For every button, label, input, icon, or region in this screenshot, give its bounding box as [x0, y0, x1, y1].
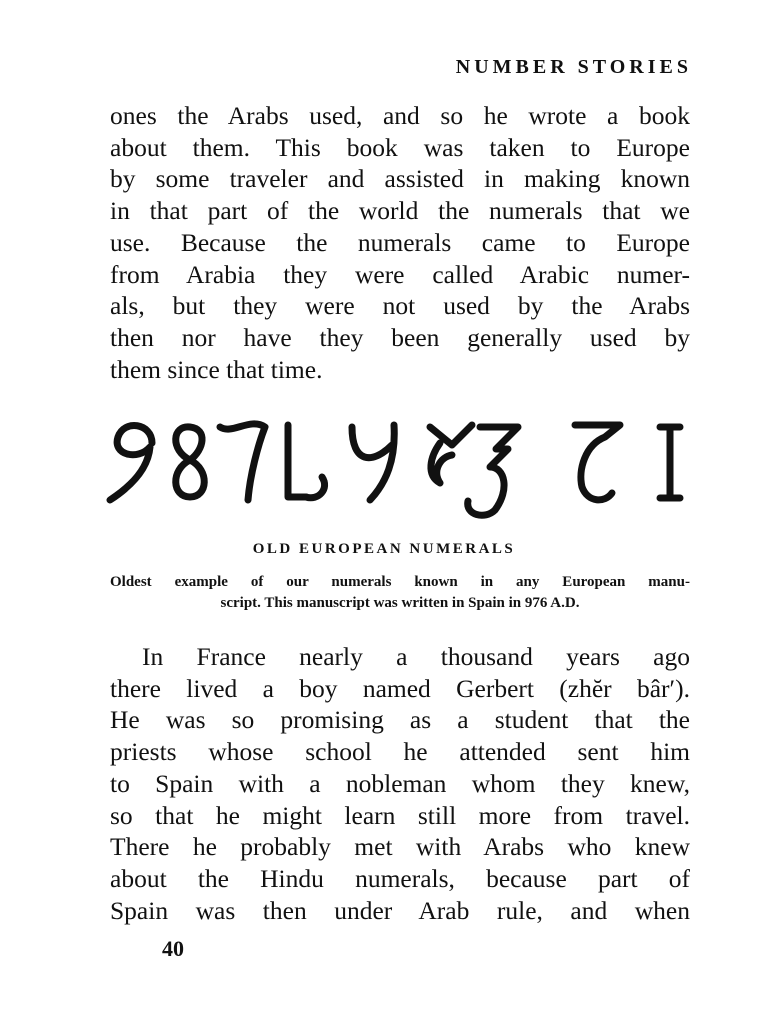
text-line: about the Hindu numerals, because part of — [110, 863, 690, 893]
running-header: NUMBER STORIES — [455, 56, 692, 78]
text-line: there lived a boy named Gerbert (zhĕr bâr′). — [110, 673, 690, 703]
text-line: use. Because the numerals came to Europe — [110, 227, 690, 257]
text-line: to Spain with a nobleman whom they knew, — [110, 768, 690, 798]
text-line: in that part of the world the numerals that we — [110, 196, 690, 226]
text-line: about them. This book was taken to Europe — [110, 132, 690, 162]
paragraph-2 — [110, 641, 690, 926]
caption-line: script. This manuscript was written in Spain in 976 A.D. — [220, 595, 580, 611]
text-line: then nor have they been generally used by — [110, 322, 690, 352]
figure-caption-description — [110, 572, 690, 614]
numerals-illustration — [100, 405, 700, 530]
old-european-numerals-figure — [100, 405, 700, 530]
text-line: by some traveler and assisted in making known — [110, 164, 690, 194]
text-line: from Arabia they were called Arabic numer- — [110, 259, 690, 289]
text-line: them since that time. — [110, 354, 323, 384]
text-line: In France nearly a thousand years ago — [142, 642, 690, 671]
text-line: als, but they were not used by the Arabs — [110, 291, 690, 321]
figure-caption-title: OLD EUROPEAN NUMERALS — [252, 541, 516, 557]
page-number: 40 — [162, 936, 184, 961]
caption-line: Oldest example of our numerals known in any European manu- — [110, 574, 690, 590]
paragraph-1 — [110, 100, 690, 385]
text-line: There he probably met with Arabs who knew — [110, 832, 690, 862]
text-line: so that he might learn still more from travel. — [110, 800, 690, 830]
text-line: He was so promising as a student that the — [110, 705, 690, 735]
text-line: Spain was then under Arab rule, and when — [110, 895, 690, 925]
text-line: ones the Arabs used, and so he wrote a book — [110, 101, 690, 130]
text-line: priests whose school he attended sent him — [110, 737, 690, 767]
